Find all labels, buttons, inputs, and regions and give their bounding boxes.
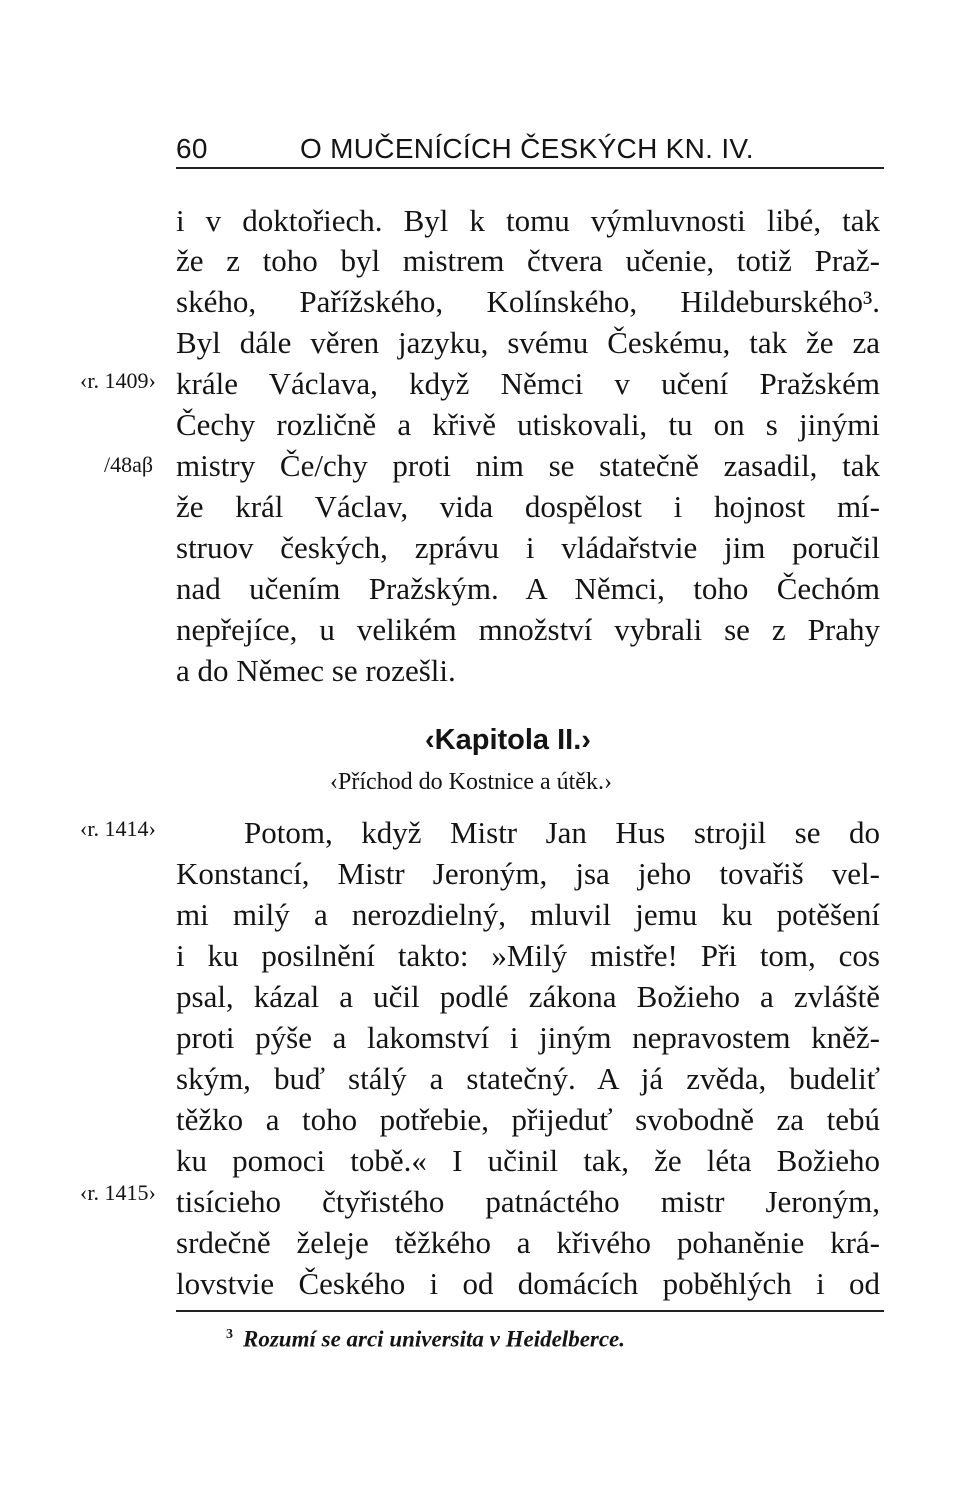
margin-note-1415: ‹r. 1415› — [80, 1180, 156, 1205]
text-line: proti pýše a lakomství i jiným nepravostem kněž- — [176, 1020, 880, 1055]
text-line: nad učením Pražským. A Němci, toho Čechóm — [176, 571, 880, 606]
text-line: krále Václava, když Němci v učení Pražském — [176, 366, 880, 401]
text-line: psal, kázal a učil podlé zákona Božieho a zvláště — [176, 979, 880, 1014]
margin-note-1409: ‹r. 1409› — [80, 368, 156, 393]
text-line: lovstvie Českého i od domácích poběhlých i od — [176, 1266, 880, 1301]
text-line: mi milý a nerozdielný, mluvil jemu ku potěšení — [176, 897, 880, 932]
footnote-marker: 3 — [226, 1327, 233, 1342]
text-line: ského, Pařížského, Kolínského, Hildeburského³. — [176, 284, 880, 319]
text-line: Byl dále věren jazyku, svému Českému, tak že za — [176, 325, 880, 360]
text-line: těžko a toho potřebie, přijeduť svobodně za tebú — [176, 1102, 880, 1137]
text-line: ským, buď stálý a statečný. A já zvěda, budeliť — [176, 1061, 880, 1096]
footnote-text: Rozumí se arci universita v Heidelberce. — [243, 1326, 626, 1352]
running-header — [176, 132, 884, 166]
margin-note-1414: ‹r. 1414› — [80, 816, 156, 841]
text-line: mistry Če/chy proti nim se statečně zasadil, tak — [176, 448, 880, 483]
text-line: i v doktořiech. Byl k tomu výmluvnosti libé, tak — [176, 203, 880, 238]
text-line: srdečně želeje těžkého a křivého pohaněnie krá- — [176, 1225, 880, 1260]
text-line: ku pomoci tobě.« I učinil tak, že léta Božieho — [176, 1143, 880, 1178]
margin-note-48ab: /48aβ — [104, 452, 154, 477]
footnote-rule — [176, 1310, 884, 1312]
text-line: že král Václav, vida dospělost i hojnost mí- — [176, 489, 880, 524]
running-title: O MUČENÍCÍCH ČESKÝCH KN. IV. — [300, 133, 754, 164]
text-line: i ku posilnění takto: »Milý mistře! Při tom, cos — [176, 938, 880, 973]
page-number: 60 — [176, 133, 208, 164]
chapter-title: ‹Kapitola II.› — [425, 724, 591, 756]
footnote — [226, 1318, 866, 1357]
text-line: struov českých, zprávu i vládařstvie jim poručil — [176, 530, 880, 565]
text-line: že z toho byl mistrem čtvera učenie, totiž Praž- — [176, 243, 880, 278]
text-line: Čechy rozličně a křivě utiskovali, tu on s jinými — [176, 407, 880, 442]
header-rule — [176, 167, 884, 169]
text-line: nepřejíce, u velikém množství vybrali se z Prahy — [176, 612, 880, 647]
text-line: tisícieho čtyřistého patnáctého mistr Jeroným, — [176, 1184, 880, 1219]
text-line: Konstancí, Mistr Jeroným, jsa jeho tovařiš vel- — [176, 856, 880, 891]
text-line: Potom, když Mistr Jan Hus strojil se do — [244, 815, 880, 850]
chapter-subtitle: ‹Příchod do Kostnice a útěk.› — [330, 769, 612, 795]
text-line: a do Němec se rozešli. — [176, 653, 456, 688]
